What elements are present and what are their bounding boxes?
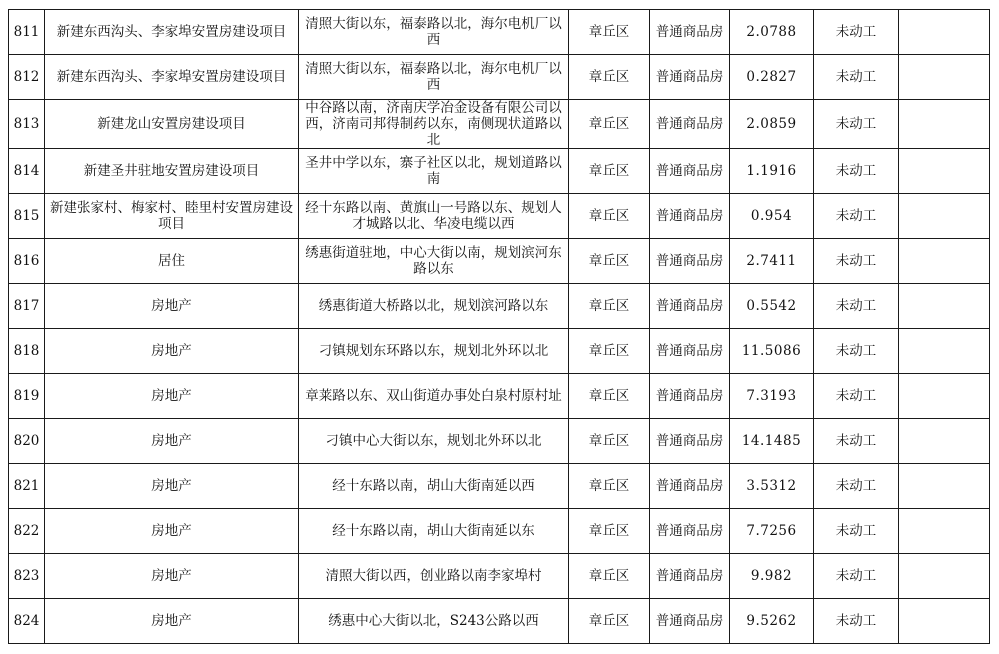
district-cell: 章丘区 bbox=[569, 464, 650, 509]
parcel-location-cell: 绣惠街道大桥路以北，规划滨河路以东 bbox=[299, 284, 569, 329]
area-value-cell: 0.5542 bbox=[730, 284, 814, 329]
construction-status-cell: 未动工 bbox=[814, 374, 899, 419]
area-value-cell: 0.954 bbox=[730, 194, 814, 239]
parcel-location-cell: 中谷路以南，济南庆学冶金设备有限公司以西，济南司邦得制药以东，南侧现状道路以北 bbox=[299, 100, 569, 149]
district-cell: 章丘区 bbox=[569, 509, 650, 554]
area-value-cell: 3.5312 bbox=[730, 464, 814, 509]
project-name-cell: 房地产 bbox=[45, 599, 299, 644]
district-cell: 章丘区 bbox=[569, 329, 650, 374]
table-row bbox=[9, 194, 990, 239]
table-row bbox=[9, 464, 990, 509]
row-number-cell: 814 bbox=[9, 149, 45, 194]
row-number-cell: 822 bbox=[9, 509, 45, 554]
table-row bbox=[9, 239, 990, 284]
area-value-cell: 2.0788 bbox=[730, 10, 814, 55]
parcel-location-cell: 章莱路以东、双山街道办事处白泉村原村址 bbox=[299, 374, 569, 419]
remarks-cell bbox=[899, 329, 990, 374]
project-name-cell: 居住 bbox=[45, 239, 299, 284]
parcel-location-cell: 绣惠街道驻地，中心大街以南，规划滨河东路以东 bbox=[299, 239, 569, 284]
remarks-cell bbox=[899, 464, 990, 509]
construction-status-cell: 未动工 bbox=[814, 464, 899, 509]
table-row bbox=[9, 55, 990, 100]
row-number-cell: 813 bbox=[9, 100, 45, 149]
land-use-cell: 普通商品房 bbox=[650, 239, 730, 284]
project-name-cell: 房地产 bbox=[45, 464, 299, 509]
district-cell: 章丘区 bbox=[569, 239, 650, 284]
remarks-cell bbox=[899, 100, 990, 149]
land-use-cell: 普通商品房 bbox=[650, 509, 730, 554]
project-name-cell: 新建东西沟头、李家埠安置房建设项目 bbox=[45, 10, 299, 55]
district-cell: 章丘区 bbox=[569, 194, 650, 239]
land-use-cell: 普通商品房 bbox=[650, 464, 730, 509]
row-number-cell: 820 bbox=[9, 419, 45, 464]
construction-status-cell: 未动工 bbox=[814, 10, 899, 55]
project-name-cell: 房地产 bbox=[45, 284, 299, 329]
project-name-cell: 新建张家村、梅家村、睦里村安置房建设项目 bbox=[45, 194, 299, 239]
table-row bbox=[9, 599, 990, 644]
area-value-cell: 1.1916 bbox=[730, 149, 814, 194]
project-name-cell: 新建圣井驻地安置房建设项目 bbox=[45, 149, 299, 194]
remarks-cell bbox=[899, 194, 990, 239]
area-value-cell: 0.2827 bbox=[730, 55, 814, 100]
remarks-cell bbox=[899, 239, 990, 284]
parcel-location-cell: 绣惠中心大街以北，S243公路以西 bbox=[299, 599, 569, 644]
remarks-cell bbox=[899, 284, 990, 329]
row-number-cell: 819 bbox=[9, 374, 45, 419]
land-use-cell: 普通商品房 bbox=[650, 194, 730, 239]
table-row bbox=[9, 509, 990, 554]
construction-status-cell: 未动工 bbox=[814, 239, 899, 284]
table-row bbox=[9, 329, 990, 374]
parcel-location-cell: 经十东路以南，胡山大街南延以西 bbox=[299, 464, 569, 509]
project-name-cell: 房地产 bbox=[45, 509, 299, 554]
district-cell: 章丘区 bbox=[569, 419, 650, 464]
project-name-cell: 房地产 bbox=[45, 329, 299, 374]
row-number-cell: 823 bbox=[9, 554, 45, 599]
land-use-cell: 普通商品房 bbox=[650, 329, 730, 374]
area-value-cell: 11.5086 bbox=[730, 329, 814, 374]
district-cell: 章丘区 bbox=[569, 100, 650, 149]
district-cell: 章丘区 bbox=[569, 55, 650, 100]
remarks-cell bbox=[899, 419, 990, 464]
parcel-location-cell: 清照大街以东，福泰路以北，海尔电机厂以西 bbox=[299, 55, 569, 100]
remarks-cell bbox=[899, 599, 990, 644]
area-value-cell: 14.1485 bbox=[730, 419, 814, 464]
area-value-cell: 7.7256 bbox=[730, 509, 814, 554]
construction-status-cell: 未动工 bbox=[814, 100, 899, 149]
district-cell: 章丘区 bbox=[569, 284, 650, 329]
remarks-cell bbox=[899, 554, 990, 599]
district-cell: 章丘区 bbox=[569, 374, 650, 419]
parcel-location-cell: 经十东路以南，胡山大街南延以东 bbox=[299, 509, 569, 554]
construction-status-cell: 未动工 bbox=[814, 419, 899, 464]
row-number-cell: 815 bbox=[9, 194, 45, 239]
parcel-location-cell: 刁镇中心大街以东，规划北外环以北 bbox=[299, 419, 569, 464]
project-name-cell: 房地产 bbox=[45, 374, 299, 419]
land-use-cell: 普通商品房 bbox=[650, 374, 730, 419]
project-name-cell: 新建龙山安置房建设项目 bbox=[45, 100, 299, 149]
land-use-cell: 普通商品房 bbox=[650, 10, 730, 55]
area-value-cell: 2.7411 bbox=[730, 239, 814, 284]
construction-status-cell: 未动工 bbox=[814, 509, 899, 554]
table-row bbox=[9, 419, 990, 464]
remarks-cell bbox=[899, 55, 990, 100]
parcel-location-cell: 圣井中学以东，寨子社区以北，规划道路以南 bbox=[299, 149, 569, 194]
parcel-location-cell: 清照大街以西，创业路以南李家埠村 bbox=[299, 554, 569, 599]
row-number-cell: 816 bbox=[9, 239, 45, 284]
land-use-cell: 普通商品房 bbox=[650, 599, 730, 644]
remarks-cell bbox=[899, 149, 990, 194]
table-row bbox=[9, 149, 990, 194]
construction-status-cell: 未动工 bbox=[814, 55, 899, 100]
district-cell: 章丘区 bbox=[569, 554, 650, 599]
row-number-cell: 812 bbox=[9, 55, 45, 100]
construction-status-cell: 未动工 bbox=[814, 329, 899, 374]
land-use-cell: 普通商品房 bbox=[650, 284, 730, 329]
table-row bbox=[9, 100, 990, 149]
district-cell: 章丘区 bbox=[569, 10, 650, 55]
land-parcel-table bbox=[8, 9, 990, 644]
parcel-location-cell: 清照大街以东，福泰路以北，海尔电机厂以西 bbox=[299, 10, 569, 55]
district-cell: 章丘区 bbox=[569, 599, 650, 644]
row-number-cell: 811 bbox=[9, 10, 45, 55]
remarks-cell bbox=[899, 10, 990, 55]
area-value-cell: 9.5262 bbox=[730, 599, 814, 644]
row-number-cell: 817 bbox=[9, 284, 45, 329]
table-row bbox=[9, 374, 990, 419]
area-value-cell: 9.982 bbox=[730, 554, 814, 599]
row-number-cell: 821 bbox=[9, 464, 45, 509]
project-name-cell: 新建东西沟头、李家埠安置房建设项目 bbox=[45, 55, 299, 100]
table-row bbox=[9, 284, 990, 329]
land-use-cell: 普通商品房 bbox=[650, 55, 730, 100]
table-body bbox=[9, 10, 990, 644]
remarks-cell bbox=[899, 509, 990, 554]
table-row bbox=[9, 554, 990, 599]
construction-status-cell: 未动工 bbox=[814, 149, 899, 194]
project-name-cell: 房地产 bbox=[45, 419, 299, 464]
construction-status-cell: 未动工 bbox=[814, 599, 899, 644]
table-row bbox=[9, 10, 990, 55]
parcel-location-cell: 刁镇规划东环路以东，规划北外环以北 bbox=[299, 329, 569, 374]
land-use-cell: 普通商品房 bbox=[650, 419, 730, 464]
area-value-cell: 2.0859 bbox=[730, 100, 814, 149]
construction-status-cell: 未动工 bbox=[814, 284, 899, 329]
construction-status-cell: 未动工 bbox=[814, 194, 899, 239]
project-name-cell: 房地产 bbox=[45, 554, 299, 599]
area-value-cell: 7.3193 bbox=[730, 374, 814, 419]
land-use-cell: 普通商品房 bbox=[650, 149, 730, 194]
parcel-location-cell: 经十东路以南、黄旗山一号路以东、规划人才城路以北、华凌电缆以西 bbox=[299, 194, 569, 239]
row-number-cell: 818 bbox=[9, 329, 45, 374]
construction-status-cell: 未动工 bbox=[814, 554, 899, 599]
district-cell: 章丘区 bbox=[569, 149, 650, 194]
remarks-cell bbox=[899, 374, 990, 419]
land-use-cell: 普通商品房 bbox=[650, 100, 730, 149]
land-use-cell: 普通商品房 bbox=[650, 554, 730, 599]
row-number-cell: 824 bbox=[9, 599, 45, 644]
